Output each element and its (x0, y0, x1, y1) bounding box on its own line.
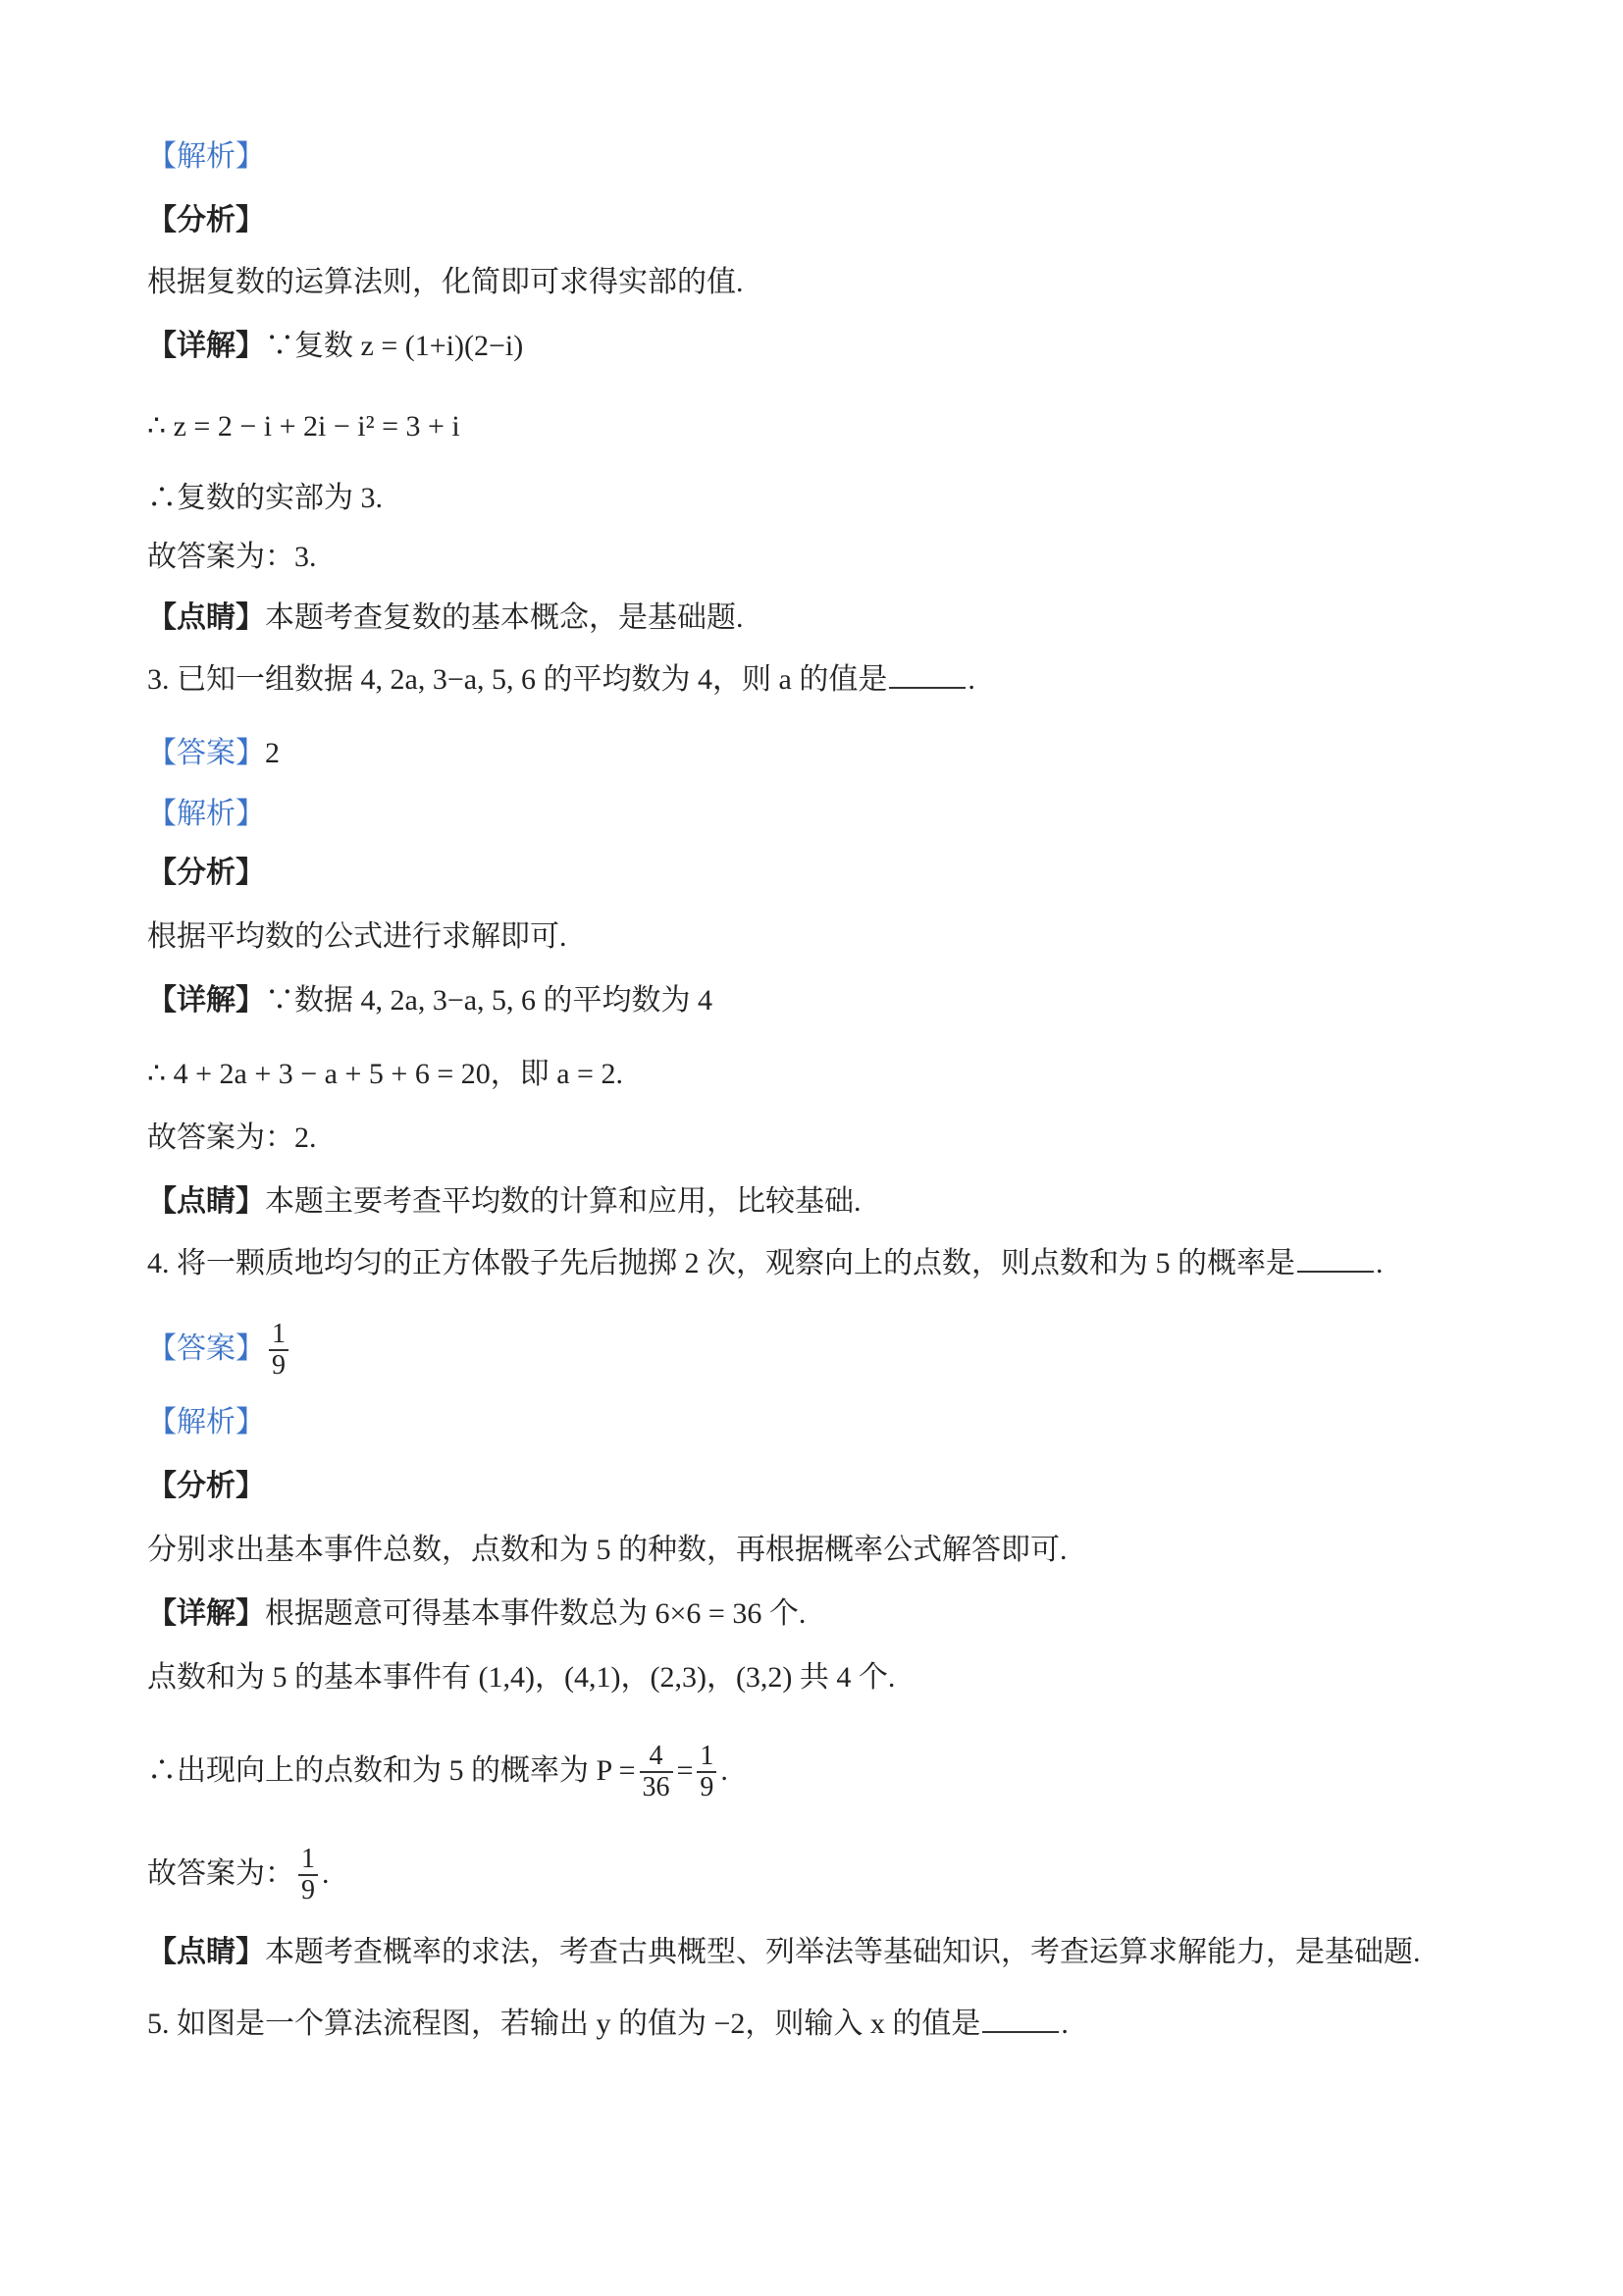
line-text: 根据题意可得基本事件数总为 6×6 = 36 个. (265, 1597, 807, 1630)
line-text: 4. 将一颗质地均匀的正方体骰子先后抛掷 2 次，观察向上的点数，则点数和为 5 的概率是 (147, 1247, 1295, 1279)
doc-line (147, 2002, 1069, 2044)
answer-blank (1297, 1241, 1374, 1273)
section-tag: 【详解】 (147, 983, 265, 1018)
line-end-punct: . (1376, 1247, 1384, 1279)
line-text: 本题考查概率的求法，考查古典概型、列举法等基础知识，考查运算求解能力，是基础题. (265, 1936, 1421, 1968)
doc-line (147, 1933, 1421, 1972)
fraction-numerator: 1 (272, 1319, 286, 1349)
doc-line (147, 854, 265, 893)
doc-line (147, 263, 744, 302)
fraction-denominator: 36 (642, 1772, 670, 1802)
line-text: 本题主要考查平均数的计算和应用，比较基础. (265, 1185, 862, 1218)
line-text: ∵数据 4, 2a, 3−a, 5, 6 的平均数为 4 (265, 984, 713, 1017)
fraction-numerator: 1 (700, 1741, 714, 1771)
doc-line (147, 479, 383, 518)
doc-line (147, 327, 523, 366)
doc-line (147, 1119, 317, 1158)
line-end-punct: . (322, 1857, 330, 1890)
section-tag-blue: 【解析】 (147, 139, 265, 174)
fraction-denominator: 9 (272, 1350, 286, 1381)
answer-blank (982, 2002, 1059, 2033)
fraction (298, 1845, 318, 1905)
doc-line (147, 1055, 623, 1094)
section-tag: 【分析】 (147, 856, 265, 890)
section-tag-blue: 【答案】 (147, 1331, 265, 1366)
line-end-punct: . (720, 1754, 728, 1787)
section-tag-blue: 【解析】 (147, 1405, 265, 1439)
line-text: ∵复数 z = (1+i)(2−i) (265, 330, 524, 362)
doc-line (147, 1241, 1384, 1283)
section-tag-blue: 【解析】 (147, 797, 265, 831)
section-tag: 【分析】 (147, 1469, 265, 1503)
section-tag: 【分析】 (147, 203, 265, 237)
line-text: 故答案为：2. (147, 1122, 317, 1154)
line-text: ∴复数的实部为 3. (147, 482, 383, 514)
section-tag: 【点睛】 (147, 600, 265, 635)
doc-line (147, 1531, 1068, 1570)
section-tag-blue: 【答案】 (147, 736, 265, 770)
line-text: 分别求出基本事件总数，点数和为 5 的种数，再根据概率公式解答即可. (147, 1534, 1068, 1566)
section-tag: 【点睛】 (147, 1935, 265, 1969)
line-text: ∴出现向上的点数和为 5 的概率为 P = (147, 1754, 636, 1787)
fraction-numerator: 1 (301, 1844, 315, 1874)
line-text: ∴ 4 + 2a + 3 − a + 5 + 6 = 20，即 a = 2. (147, 1058, 623, 1090)
doc-line (147, 1182, 862, 1222)
fraction-numerator: 4 (649, 1741, 663, 1771)
doc-line (147, 1403, 265, 1442)
line-text: 5. 如图是一个算法流程图，若输出 y 的值为 −2，则输入 x 的值是 (147, 2008, 981, 2040)
line-text: 本题考查复数的基本概念，是基础题. (265, 601, 744, 634)
doc-line (147, 538, 317, 577)
section-tag: 【点睛】 (147, 1184, 265, 1219)
fraction (697, 1742, 716, 1802)
line-text: 3. 已知一组数据 4, 2a, 3−a, 5, 6 的平均数为 4，则 a 的值是 (147, 663, 888, 696)
doc-line (147, 407, 460, 446)
fraction-denominator: 9 (301, 1875, 315, 1905)
doc-line (147, 1467, 265, 1506)
fraction (640, 1742, 673, 1802)
line-text: 根据复数的运算法则，化简即可求得实部的值. (147, 266, 744, 298)
line-end-punct: . (1061, 2008, 1069, 2040)
fraction-denominator: 9 (700, 1772, 714, 1802)
line-text: 故答案为： (147, 1857, 294, 1890)
doc-line (147, 1594, 806, 1634)
doc-line (147, 795, 265, 834)
line-text: 2 (265, 737, 280, 769)
line-text: ∴ z = 2 − i + 2i − i² = 3 + i (147, 410, 460, 443)
equals-sign: = (676, 1754, 694, 1787)
doc-line (147, 1658, 895, 1697)
line-text: 故答案为：3. (147, 541, 317, 573)
doc-line (147, 599, 744, 638)
answer-blank (889, 657, 966, 689)
doc-line (147, 1742, 728, 1802)
doc-line (147, 137, 265, 177)
line-end-punct: . (968, 663, 975, 696)
doc-line (147, 657, 975, 700)
line-text: 点数和为 5 的基本事件有 (1,4)，(4,1)，(2,3)，(3,2) 共 4 个. (147, 1661, 896, 1694)
doc-line (147, 1845, 330, 1905)
section-tag: 【详解】 (147, 329, 265, 363)
doc-line (147, 1320, 292, 1381)
doc-line (147, 917, 567, 957)
section-tag: 【详解】 (147, 1596, 265, 1631)
fraction (269, 1320, 288, 1381)
doc-line (147, 201, 265, 240)
doc-line (147, 981, 712, 1020)
doc-line (147, 734, 280, 773)
line-text: 根据平均数的公式进行求解即可. (147, 920, 567, 953)
